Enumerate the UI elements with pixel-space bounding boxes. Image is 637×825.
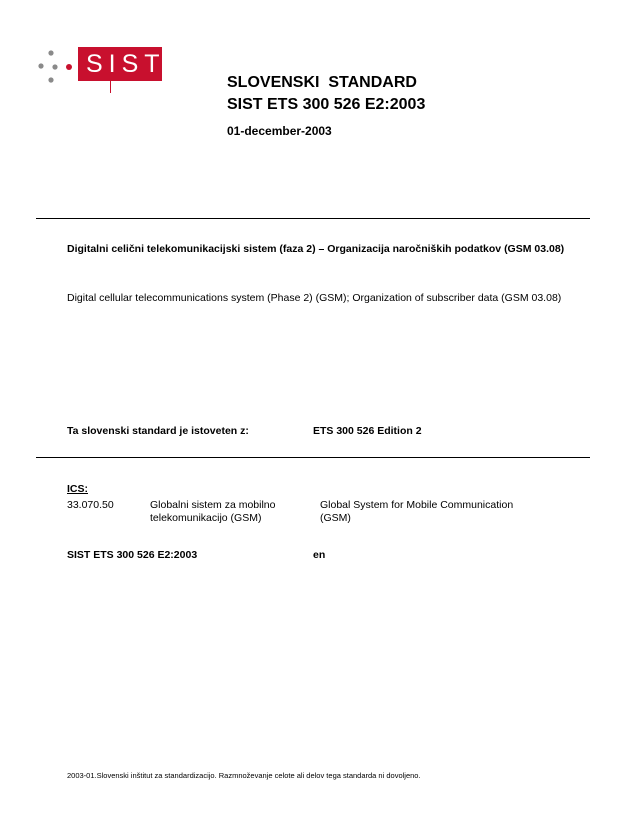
ics-description-slovenian: Globalni sistem za mobilno telekomunikacijo (GSM) xyxy=(150,499,276,524)
divider-middle xyxy=(36,457,590,458)
bottom-standard-code: SIST ETS 300 526 E2:2003 xyxy=(67,549,198,561)
logo-line xyxy=(110,81,111,93)
logo-dot-middle xyxy=(52,64,57,69)
sist-logo-dots xyxy=(36,47,76,87)
title-slovenian: Digitalni celični telekomunikacijski sistem (faza 2) – Organizacija naročniških podatkov (GSM 03.08) xyxy=(67,243,565,255)
ics-label: ICS: xyxy=(67,483,88,495)
standard-code: SIST ETS 300 526 E2:2003 xyxy=(227,96,426,113)
logo-dot-bottom xyxy=(48,77,53,82)
sist-logo: SIST xyxy=(78,47,162,81)
logo-dot-left xyxy=(38,63,43,68)
logo-dot-red xyxy=(66,64,72,70)
language-code: en xyxy=(313,549,326,561)
standard-type: SLOVENSKI STANDARD xyxy=(227,74,417,91)
copyright-footer: 2003-01.Slovenski inštitut za standardizacijo. Razmnoževanje celote ali delov tega standarda ni dovoljeno. xyxy=(67,771,421,780)
logo-dot-top xyxy=(48,50,53,55)
identity-value: ETS 300 526 Edition 2 xyxy=(313,425,422,437)
publication-date: 01-december-2003 xyxy=(227,124,332,138)
ics-description-english: Global System for Mobile Communication (GSM) xyxy=(320,499,514,524)
divider-top xyxy=(36,218,590,219)
identity-label: Ta slovenski standard je istoveten z: xyxy=(67,425,249,437)
title-english: Digital cellular telecommunications system (Phase 2) (GSM); Organization of subscriber data (GSM 03.08) xyxy=(67,292,562,304)
ics-code: 33.070.50 xyxy=(67,499,114,511)
